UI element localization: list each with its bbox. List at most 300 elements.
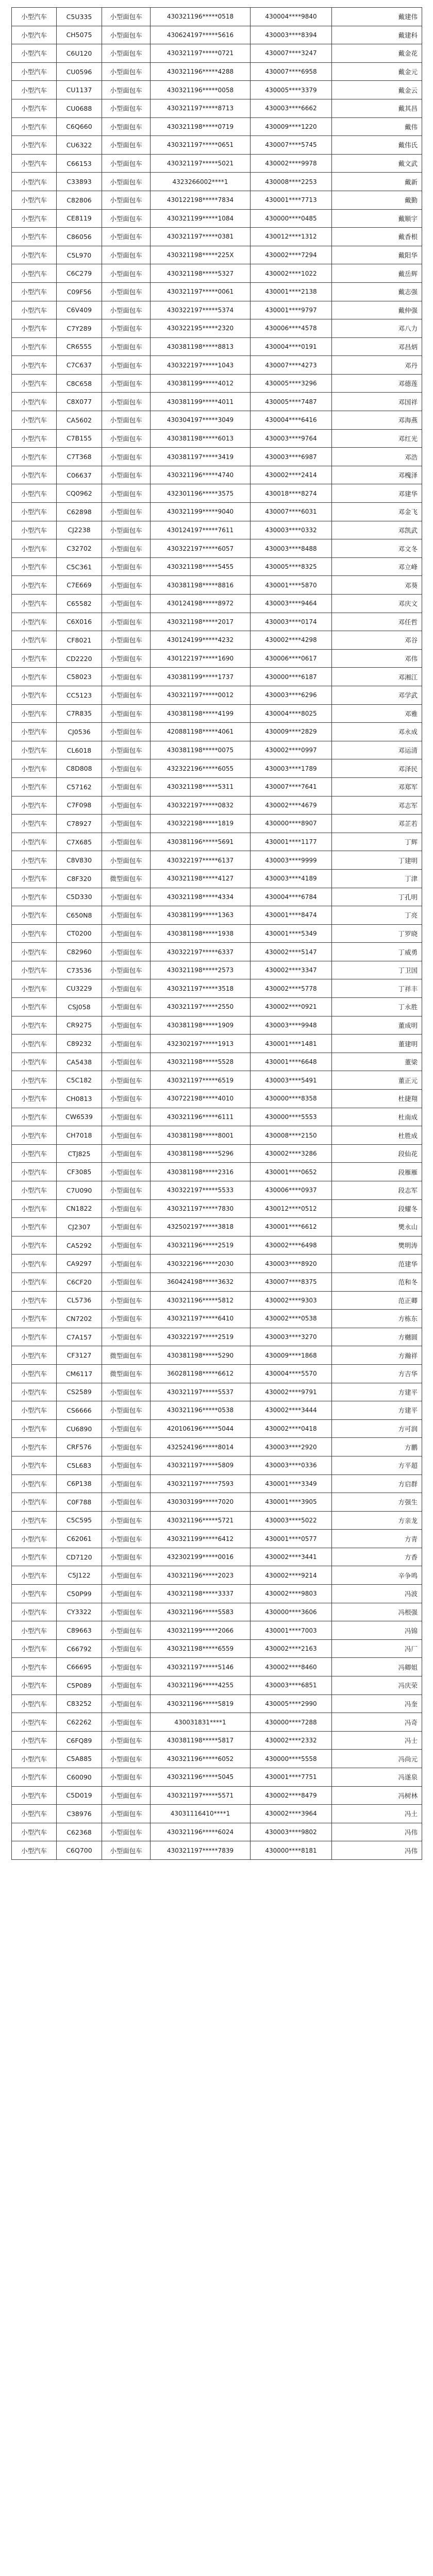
vehicle-category-cell: 小型汽车 [12,1713,57,1732]
plate-number-cell: C8F320 [57,869,102,888]
plate-number-cell: C5C182 [57,1071,102,1090]
vehicle-category-cell: 小型汽车 [12,154,57,173]
id-number-cell: 430321196*****4288 [151,62,251,81]
phone-number-cell: 430003****6851 [251,1676,332,1695]
table-row [12,833,422,851]
phone-number-cell: 430002****9214 [251,1566,332,1585]
phone-number-cell: 430000****5558 [251,1750,332,1768]
owner-name-cell: 邓槐泽 [332,466,422,484]
vehicle-type-cell: 小型面包车 [102,888,151,906]
plate-number-cell: C65582 [57,595,102,613]
table-row [12,979,422,998]
phone-number-cell: 430001****0577 [251,1530,332,1548]
id-number-cell: 430381198*****0075 [151,741,251,759]
vehicle-category-cell: 小型汽车 [12,356,57,375]
vehicle-type-cell: 小型面包车 [102,851,151,870]
table-row [12,8,422,26]
owner-name-cell: 方平超 [332,1456,422,1475]
phone-number-cell: 430003****5022 [251,1511,332,1530]
owner-name-cell: 方建平 [332,1383,422,1401]
owner-name-cell: 方瀚祥 [332,1346,422,1365]
table-row [12,282,422,301]
phone-number-cell: 430003****8488 [251,539,332,558]
vehicle-type-cell: 小型面包车 [102,668,151,686]
plate-number-cell: CD7120 [57,1548,102,1566]
table-row [12,815,422,833]
id-number-cell: 430321196*****5812 [151,1291,251,1310]
vehicle-category-cell: 小型汽车 [12,282,57,301]
plate-number-cell: C6V409 [57,301,102,319]
owner-name-cell: 丁威勇 [332,943,422,961]
vehicle-category-cell: 小型汽车 [12,117,57,136]
owner-name-cell: 方青 [332,1530,422,1548]
owner-name-cell: 戴伟氏 [332,136,422,155]
owner-name-cell: 丁建明 [332,851,422,870]
owner-name-cell: 邓红光 [332,429,422,448]
phone-number-cell: 430002****3444 [251,1401,332,1420]
owner-name-cell: 邓凯武 [332,521,422,539]
owner-name-cell: 冯树林 [332,1786,422,1805]
vehicle-category-cell: 小型汽车 [12,1016,57,1035]
table-row [12,1273,422,1291]
phone-number-cell: 430005****2990 [251,1694,332,1713]
owner-name-cell: 邓庆文 [332,595,422,613]
owner-name-cell: 戴伟 [332,117,422,136]
id-number-cell: 430322197*****5533 [151,1181,251,1200]
phone-number-cell: 430007****5745 [251,136,332,155]
vehicle-registry-table [11,7,422,1860]
owner-name-cell: 范和冬 [332,1273,422,1291]
table-row [12,429,422,448]
plate-number-cell: C5C361 [57,557,102,576]
phone-number-cell: 430002****5147 [251,943,332,961]
plate-number-cell: C7U090 [57,1181,102,1200]
plate-number-cell: CR9275 [57,1016,102,1035]
phone-number-cell: 430002****0538 [251,1310,332,1328]
id-number-cell: 430321198*****5327 [151,264,251,283]
vehicle-category-cell: 小型汽车 [12,484,57,503]
vehicle-category-cell: 小型汽车 [12,924,57,943]
phone-number-cell: 430003****0332 [251,521,332,539]
vehicle-category-cell: 小型汽车 [12,1053,57,1071]
vehicle-category-cell: 小型汽车 [12,1585,57,1603]
id-number-cell: 432524196*****8014 [151,1438,251,1456]
table-row [12,1144,422,1163]
table-row [12,595,422,613]
vehicle-type-cell: 小型面包车 [102,81,151,99]
vehicle-type-cell: 小型面包车 [102,686,151,704]
vehicle-category-cell: 小型汽车 [12,1456,57,1475]
id-number-cell: 430031831****1 [151,1713,251,1732]
vehicle-category-cell: 小型汽车 [12,1273,57,1291]
phone-number-cell: 430003****6987 [251,448,332,466]
vehicle-type-cell: 小型面包车 [102,1255,151,1273]
vehicle-type-cell: 小型面包车 [102,1750,151,1768]
phone-number-cell: 430001****2138 [251,282,332,301]
plate-number-cell: C82806 [57,191,102,209]
table-row [12,998,422,1016]
plate-number-cell: C5J122 [57,1566,102,1585]
id-number-cell: 430321197*****5021 [151,154,251,173]
vehicle-type-cell: 小型面包车 [102,466,151,484]
owner-name-cell: 方亲龙 [332,1511,422,1530]
id-number-cell: 430381198*****6013 [151,429,251,448]
plate-number-cell: CU1137 [57,81,102,99]
phone-number-cell: 430008****2150 [251,1126,332,1145]
vehicle-type-cell: 小型面包车 [102,136,151,155]
vehicle-category-cell: 小型汽车 [12,1364,57,1383]
phone-number-cell: 430001****6648 [251,1053,332,1071]
table-row [12,411,422,430]
plate-number-cell: CTJ825 [57,1144,102,1163]
owner-name-cell: 丁永胜 [332,998,422,1016]
phone-number-cell: 430003****0336 [251,1456,332,1475]
owner-name-cell: 冯卿姐 [332,1658,422,1676]
table-row [12,924,422,943]
table-row [12,649,422,668]
owner-name-cell: 方香 [332,1548,422,1566]
id-number-cell: 430322197*****1043 [151,356,251,375]
vehicle-category-cell: 小型汽车 [12,503,57,521]
vehicle-category-cell: 小型汽车 [12,1383,57,1401]
plate-number-cell: CF3127 [57,1346,102,1365]
plate-number-cell: CE8119 [57,209,102,228]
table-row [12,1346,422,1365]
vehicle-category-cell: 小型汽车 [12,1071,57,1090]
owner-name-cell: 邓文冬 [332,539,422,558]
phone-number-cell: 430001****5349 [251,924,332,943]
vehicle-category-cell: 小型汽车 [12,44,57,63]
table-row [12,26,422,44]
table-row [12,1090,422,1108]
table-row [12,1731,422,1750]
id-number-cell: 43031116410****1 [151,1805,251,1823]
id-number-cell: 432301196*****3575 [151,484,251,503]
phone-number-cell: 430001****3905 [251,1493,332,1512]
vehicle-type-cell: 小型面包车 [102,264,151,283]
phone-number-cell: 430003****9464 [251,595,332,613]
owner-name-cell: 邓永成 [332,723,422,741]
id-number-cell: 432302197*****1913 [151,1035,251,1053]
id-number-cell: 430321198*****5455 [151,557,251,576]
vehicle-type-cell: 小型面包车 [102,319,151,338]
vehicle-category-cell: 小型汽车 [12,1603,57,1621]
owner-name-cell: 冯奎 [332,1694,422,1713]
plate-number-cell: C8X077 [57,393,102,411]
vehicle-category-cell: 小型汽车 [12,869,57,888]
phone-number-cell: 430007****7641 [251,777,332,796]
owner-name-cell: 丁卫国 [332,961,422,979]
phone-number-cell: 430000****8358 [251,1090,332,1108]
phone-number-cell: 430006****0937 [251,1181,332,1200]
phone-number-cell: 430002****2414 [251,466,332,484]
owner-name-cell: 董成明 [332,1016,422,1035]
vehicle-category-cell: 小型汽车 [12,1346,57,1365]
vehicle-type-cell: 小型面包车 [102,1310,151,1328]
id-number-cell: 430124199*****4232 [151,631,251,650]
table-row [12,466,422,484]
id-number-cell: 430322198*****1819 [151,815,251,833]
plate-number-cell: C7B155 [57,429,102,448]
id-number-cell: 430322196*****2030 [151,1255,251,1273]
id-number-cell: 430321198*****2017 [151,613,251,631]
phone-number-cell: 430012****0512 [251,1199,332,1218]
plate-number-cell: C5L683 [57,1456,102,1475]
owner-name-cell: 戴仲强 [332,301,422,319]
phone-number-cell: 430004****9840 [251,8,332,26]
vehicle-type-cell: 小型面包车 [102,777,151,796]
vehicle-type-cell: 小型面包车 [102,154,151,173]
owner-name-cell: 董梁 [332,1053,422,1071]
owner-name-cell: 杜南成 [332,1108,422,1126]
vehicle-category-cell: 小型汽车 [12,1199,57,1218]
phone-number-cell: 430003****8920 [251,1255,332,1273]
plate-number-cell: C6C279 [57,264,102,283]
vehicle-type-cell: 微型面包车 [102,1346,151,1365]
owner-name-cell: 冯波 [332,1585,422,1603]
owner-name-cell: 邓泽民 [332,759,422,778]
plate-number-cell: C8V830 [57,851,102,870]
plate-number-cell: C7T368 [57,448,102,466]
vehicle-type-cell: 小型面包车 [102,815,151,833]
plate-number-cell: CU0596 [57,62,102,81]
id-number-cell: 430321196*****6111 [151,1108,251,1126]
table-row [12,961,422,979]
plate-number-cell: C66153 [57,154,102,173]
id-number-cell: 430381199*****1737 [151,668,251,686]
vehicle-category-cell: 小型汽车 [12,1731,57,1750]
owner-name-cell: 辛争鸣 [332,1566,422,1585]
vehicle-type-cell: 小型面包车 [102,1786,151,1805]
table-row [12,1639,422,1658]
id-number-cell: 430321196*****4740 [151,466,251,484]
table-row [12,154,422,173]
phone-number-cell: 430002****9978 [251,154,332,173]
vehicle-type-cell: 小型面包车 [102,833,151,851]
id-number-cell: 430322197*****6137 [151,851,251,870]
table-row [12,704,422,723]
table-row [12,393,422,411]
vehicle-type-cell: 小型面包车 [102,1126,151,1145]
table-row [12,228,422,246]
owner-name-cell: 冯尚元 [332,1750,422,1768]
table-row [12,448,422,466]
vehicle-category-cell: 小型汽车 [12,1805,57,1823]
owner-name-cell: 戴金花 [332,44,422,63]
vehicle-category-cell: 小型汽车 [12,1548,57,1566]
phone-number-cell: 430005****3296 [251,374,332,393]
phone-number-cell: 430007****8375 [251,1273,332,1291]
table-row [12,1401,422,1420]
vehicle-type-cell: 小型面包车 [102,576,151,595]
owner-name-cell: 邓湘江 [332,668,422,686]
plate-number-cell: C6Q660 [57,117,102,136]
vehicle-type-cell: 小型面包车 [102,1181,151,1200]
plate-number-cell: C33893 [57,173,102,191]
vehicle-type-cell: 小型面包车 [102,1566,151,1585]
vehicle-type-cell: 小型面包车 [102,503,151,521]
plate-number-cell: C5L970 [57,246,102,264]
phone-number-cell: 430001****7713 [251,191,332,209]
id-number-cell: 430321196*****2023 [151,1566,251,1585]
owner-name-cell: 邓志军 [332,796,422,815]
phone-number-cell: 430002****0997 [251,741,332,759]
table-row [12,851,422,870]
phone-number-cell: 430000****7288 [251,1713,332,1732]
table-row [12,1805,422,1823]
id-number-cell: 430321196*****5583 [151,1603,251,1621]
table-row [12,1053,422,1071]
table-row [12,1126,422,1145]
plate-number-cell: C62368 [57,1823,102,1841]
plate-number-cell: C7A157 [57,1328,102,1346]
phone-number-cell: 430002****0921 [251,998,332,1016]
id-number-cell: 430381198*****5290 [151,1346,251,1365]
plate-number-cell: C0F788 [57,1493,102,1512]
id-number-cell: 430321196*****5045 [151,1768,251,1787]
plate-number-cell: CC5123 [57,686,102,704]
plate-number-cell: CW6539 [57,1108,102,1126]
id-number-cell: 430381198*****1909 [151,1016,251,1035]
plate-number-cell: CN1822 [57,1199,102,1218]
table-row [12,906,422,925]
table-row [12,1530,422,1548]
plate-number-cell: C62061 [57,1530,102,1548]
vehicle-type-cell: 小型面包车 [102,1383,151,1401]
plate-number-cell: C62898 [57,503,102,521]
vehicle-category-cell: 小型汽车 [12,1035,57,1053]
owner-name-cell: 邓海燕 [332,411,422,430]
plate-number-cell: CSJ058 [57,998,102,1016]
phone-number-cell: 430007****3247 [251,44,332,63]
vehicle-type-cell: 小型面包车 [102,1511,151,1530]
id-number-cell: 430124197*****7611 [151,521,251,539]
owner-name-cell: 方建平 [332,1401,422,1420]
table-row [12,539,422,558]
phone-number-cell: 430003****6662 [251,99,332,117]
table-row [12,1676,422,1695]
id-number-cell: 430624197*****5616 [151,26,251,44]
id-number-cell: 430321198*****6559 [151,1639,251,1658]
vehicle-type-cell: 小型面包车 [102,44,151,63]
owner-name-cell: 丁罗晓 [332,924,422,943]
owner-name-cell: 段志军 [332,1181,422,1200]
vehicle-category-cell: 小型汽车 [12,1236,57,1255]
owner-name-cell: 邓谷 [332,631,422,650]
phone-number-cell: 430003****4189 [251,869,332,888]
table-row [12,557,422,576]
vehicle-type-cell: 小型面包车 [102,411,151,430]
owner-name-cell: 戴建科 [332,26,422,44]
vehicle-category-cell: 小型汽车 [12,1786,57,1805]
id-number-cell: 432502197*****3818 [151,1218,251,1236]
vehicle-category-cell: 小型汽车 [12,1218,57,1236]
id-number-cell: 430124198*****8972 [151,595,251,613]
id-number-cell: 430322197*****6337 [151,943,251,961]
vehicle-type-cell: 小型面包车 [102,1530,151,1548]
id-number-cell: 430381196*****5691 [151,833,251,851]
vehicle-type-cell: 小型面包车 [102,924,151,943]
vehicle-category-cell: 小型汽车 [12,595,57,613]
vehicle-category-cell: 小型汽车 [12,759,57,778]
plate-number-cell: CA5438 [57,1053,102,1071]
phone-number-cell: 430012****1312 [251,228,332,246]
vehicle-category-cell: 小型汽车 [12,576,57,595]
table-row [12,246,422,264]
table-row [12,668,422,686]
table-row [12,576,422,595]
plate-number-cell: CU3229 [57,979,102,998]
table-row [12,1456,422,1475]
owner-name-cell: 冯厂 [332,1639,422,1658]
id-number-cell: 430321197*****5809 [151,1456,251,1475]
vehicle-type-cell: 小型面包车 [102,374,151,393]
id-number-cell: 430322197*****2519 [151,1328,251,1346]
phone-number-cell: 430002****2163 [251,1639,332,1658]
phone-number-cell: 430002****9791 [251,1383,332,1401]
plate-number-cell: C5P089 [57,1676,102,1695]
vehicle-category-cell: 小型汽车 [12,411,57,430]
plate-number-cell: C82960 [57,943,102,961]
id-number-cell: 360281198*****6612 [151,1364,251,1383]
vehicle-type-cell: 小型面包车 [102,1676,151,1695]
plate-number-cell: CJ2307 [57,1218,102,1236]
vehicle-category-cell: 小型汽车 [12,1438,57,1456]
plate-number-cell: C60090 [57,1768,102,1787]
plate-number-cell: CU6890 [57,1419,102,1438]
phone-number-cell: 430003****8394 [251,26,332,44]
owner-name-cell: 邓运清 [332,741,422,759]
plate-number-cell: C58023 [57,668,102,686]
phone-number-cell: 430007****6031 [251,503,332,521]
table-row [12,136,422,155]
vehicle-type-cell: 小型面包车 [102,191,151,209]
owner-name-cell: 方栋东 [332,1310,422,1328]
phone-number-cell: 430001****6612 [251,1218,332,1236]
plate-number-cell: CD2220 [57,649,102,668]
id-number-cell: 430321197*****5146 [151,1658,251,1676]
vehicle-type-cell: 小型面包车 [102,1841,151,1860]
owner-name-cell: 戴建伟 [332,8,422,26]
phone-number-cell: 430005****3379 [251,81,332,99]
vehicle-type-cell: 小型面包车 [102,209,151,228]
table-row [12,374,422,393]
owner-name-cell: 戴新 [332,173,422,191]
id-number-cell: 430122197*****1690 [151,649,251,668]
vehicle-type-cell: 小型面包车 [102,448,151,466]
plate-number-cell: C5D019 [57,1786,102,1805]
owner-name-cell: 丁津 [332,869,422,888]
vehicle-category-cell: 小型汽车 [12,557,57,576]
phone-number-cell: 430000****0485 [251,209,332,228]
owner-name-cell: 冯遂泉 [332,1768,422,1787]
owner-name-cell: 戴志强 [332,282,422,301]
owner-name-cell: 戴勤 [332,191,422,209]
phone-number-cell: 430003****6296 [251,686,332,704]
phone-number-cell: 430003****1789 [251,759,332,778]
phone-number-cell: 430002****3347 [251,961,332,979]
vehicle-type-cell: 小型面包车 [102,1603,151,1621]
phone-number-cell: 430002****0418 [251,1419,332,1438]
vehicle-category-cell: 小型汽车 [12,943,57,961]
plate-number-cell: C8C658 [57,374,102,393]
vehicle-category-cell: 小型汽车 [12,8,57,26]
id-number-cell: 430321196*****6024 [151,1823,251,1841]
phone-number-cell: 430002****3964 [251,1805,332,1823]
owner-name-cell: 段仙花 [332,1144,422,1163]
table-row [12,1255,422,1273]
id-number-cell: 430321197*****3518 [151,979,251,998]
